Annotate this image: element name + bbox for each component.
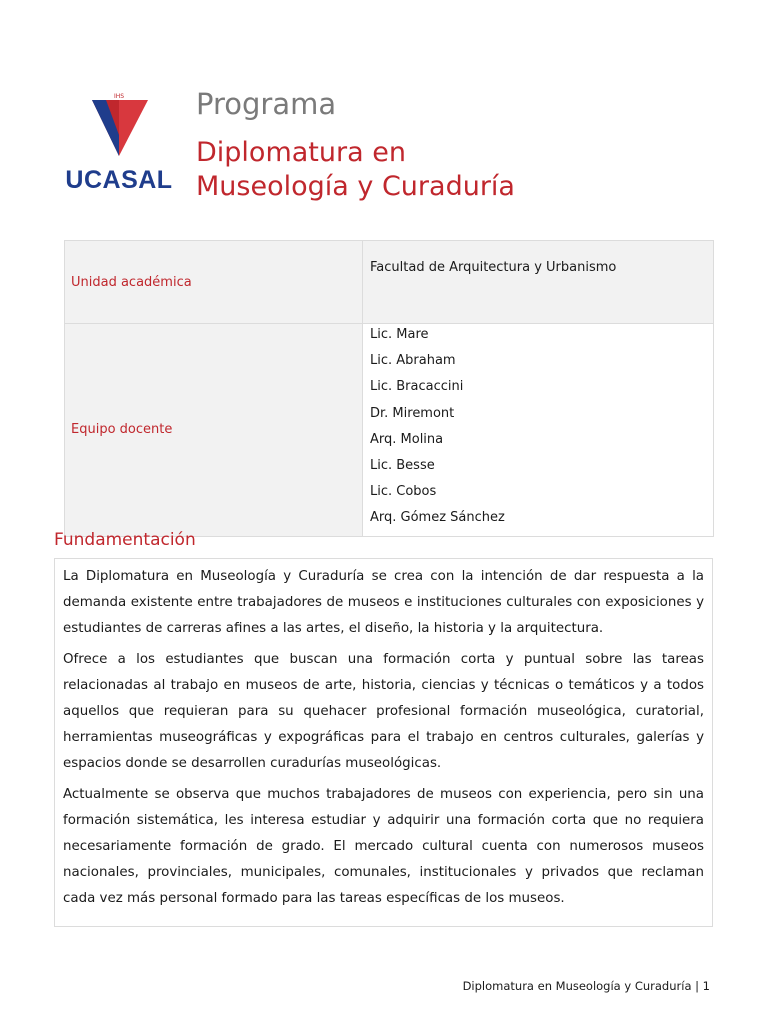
table-row-unidad [65, 241, 714, 324]
paragraph: Ofrece a los estudiantes que buscan una formación corta y puntual sobre las tareas relacionadas al trabajo en museos de arte, historia, ciencias y técnicas o temáticos y a todos aquellos que requieran para su quehacer profesional formación museológica, curatorial, herramientas museográficas y expográficas para el trabajo en centros culturales, galerías y espacios donde se desarrollen curadurías museológicas. [63, 652, 704, 771]
unidad-value: Facultad de Arquitectura y Urbanismo [363, 241, 714, 324]
docente-item: Arq. Molina [370, 431, 444, 447]
equipo-list [363, 324, 714, 537]
emblem-ihs-text: IHS [113, 93, 125, 100]
ucasal-emblem-icon [62, 90, 176, 166]
program-label: Programa [196, 87, 337, 121]
info-table [64, 240, 714, 537]
section-heading-fundamentacion: Fundamentación [54, 530, 196, 550]
paragraph: La Diplomatura en Museología y Curaduría se crea con la intención de dar respuesta a la demanda existente entre trabajadores de museos e instituciones culturales con exposiciones y estudiantes de carreras afines a las artes, el diseño, la historia y la arquitectura. [63, 569, 704, 636]
unidad-label: Unidad académica [65, 241, 363, 324]
docente-item: Dr. Miremont [370, 405, 455, 421]
title-line-1: Diplomatura en [196, 137, 406, 168]
equipo-label: Equipo docente [65, 324, 363, 537]
docente-item: Lic. Bracaccini [370, 379, 464, 395]
page-title [196, 136, 515, 204]
docente-item: Lic. Cobos [370, 484, 437, 500]
paragraph: Actualmente se observa que muchos trabajadores de museos con experiencia, pero sin una formación sistemática, les interesa estudiar y adquirir una formación corta que no requiera necesariamente formación de grado. El mercado cultural cuenta con numerosos museos nacionales, provinciales, municipales, comunales, institucionales y privados que reclaman cada vez más personal formado para las tareas específicas de los museos. [63, 787, 704, 906]
table-row-equipo [65, 324, 714, 537]
logo-text: UCASAL [65, 166, 173, 194]
docente-item: Lic. Abraham [370, 353, 456, 369]
ucasal-logo [62, 90, 176, 200]
docente-item: Lic. Mare [370, 327, 429, 342]
fundamentacion-box [54, 558, 713, 927]
docente-item: Lic. Besse [370, 457, 435, 473]
title-line-2: Museología y Curaduría [196, 171, 515, 202]
docente-item: Arq. Gómez Sánchez [370, 510, 505, 526]
page-footer: Diplomatura en Museología y Curaduría | 1 [462, 979, 710, 993]
